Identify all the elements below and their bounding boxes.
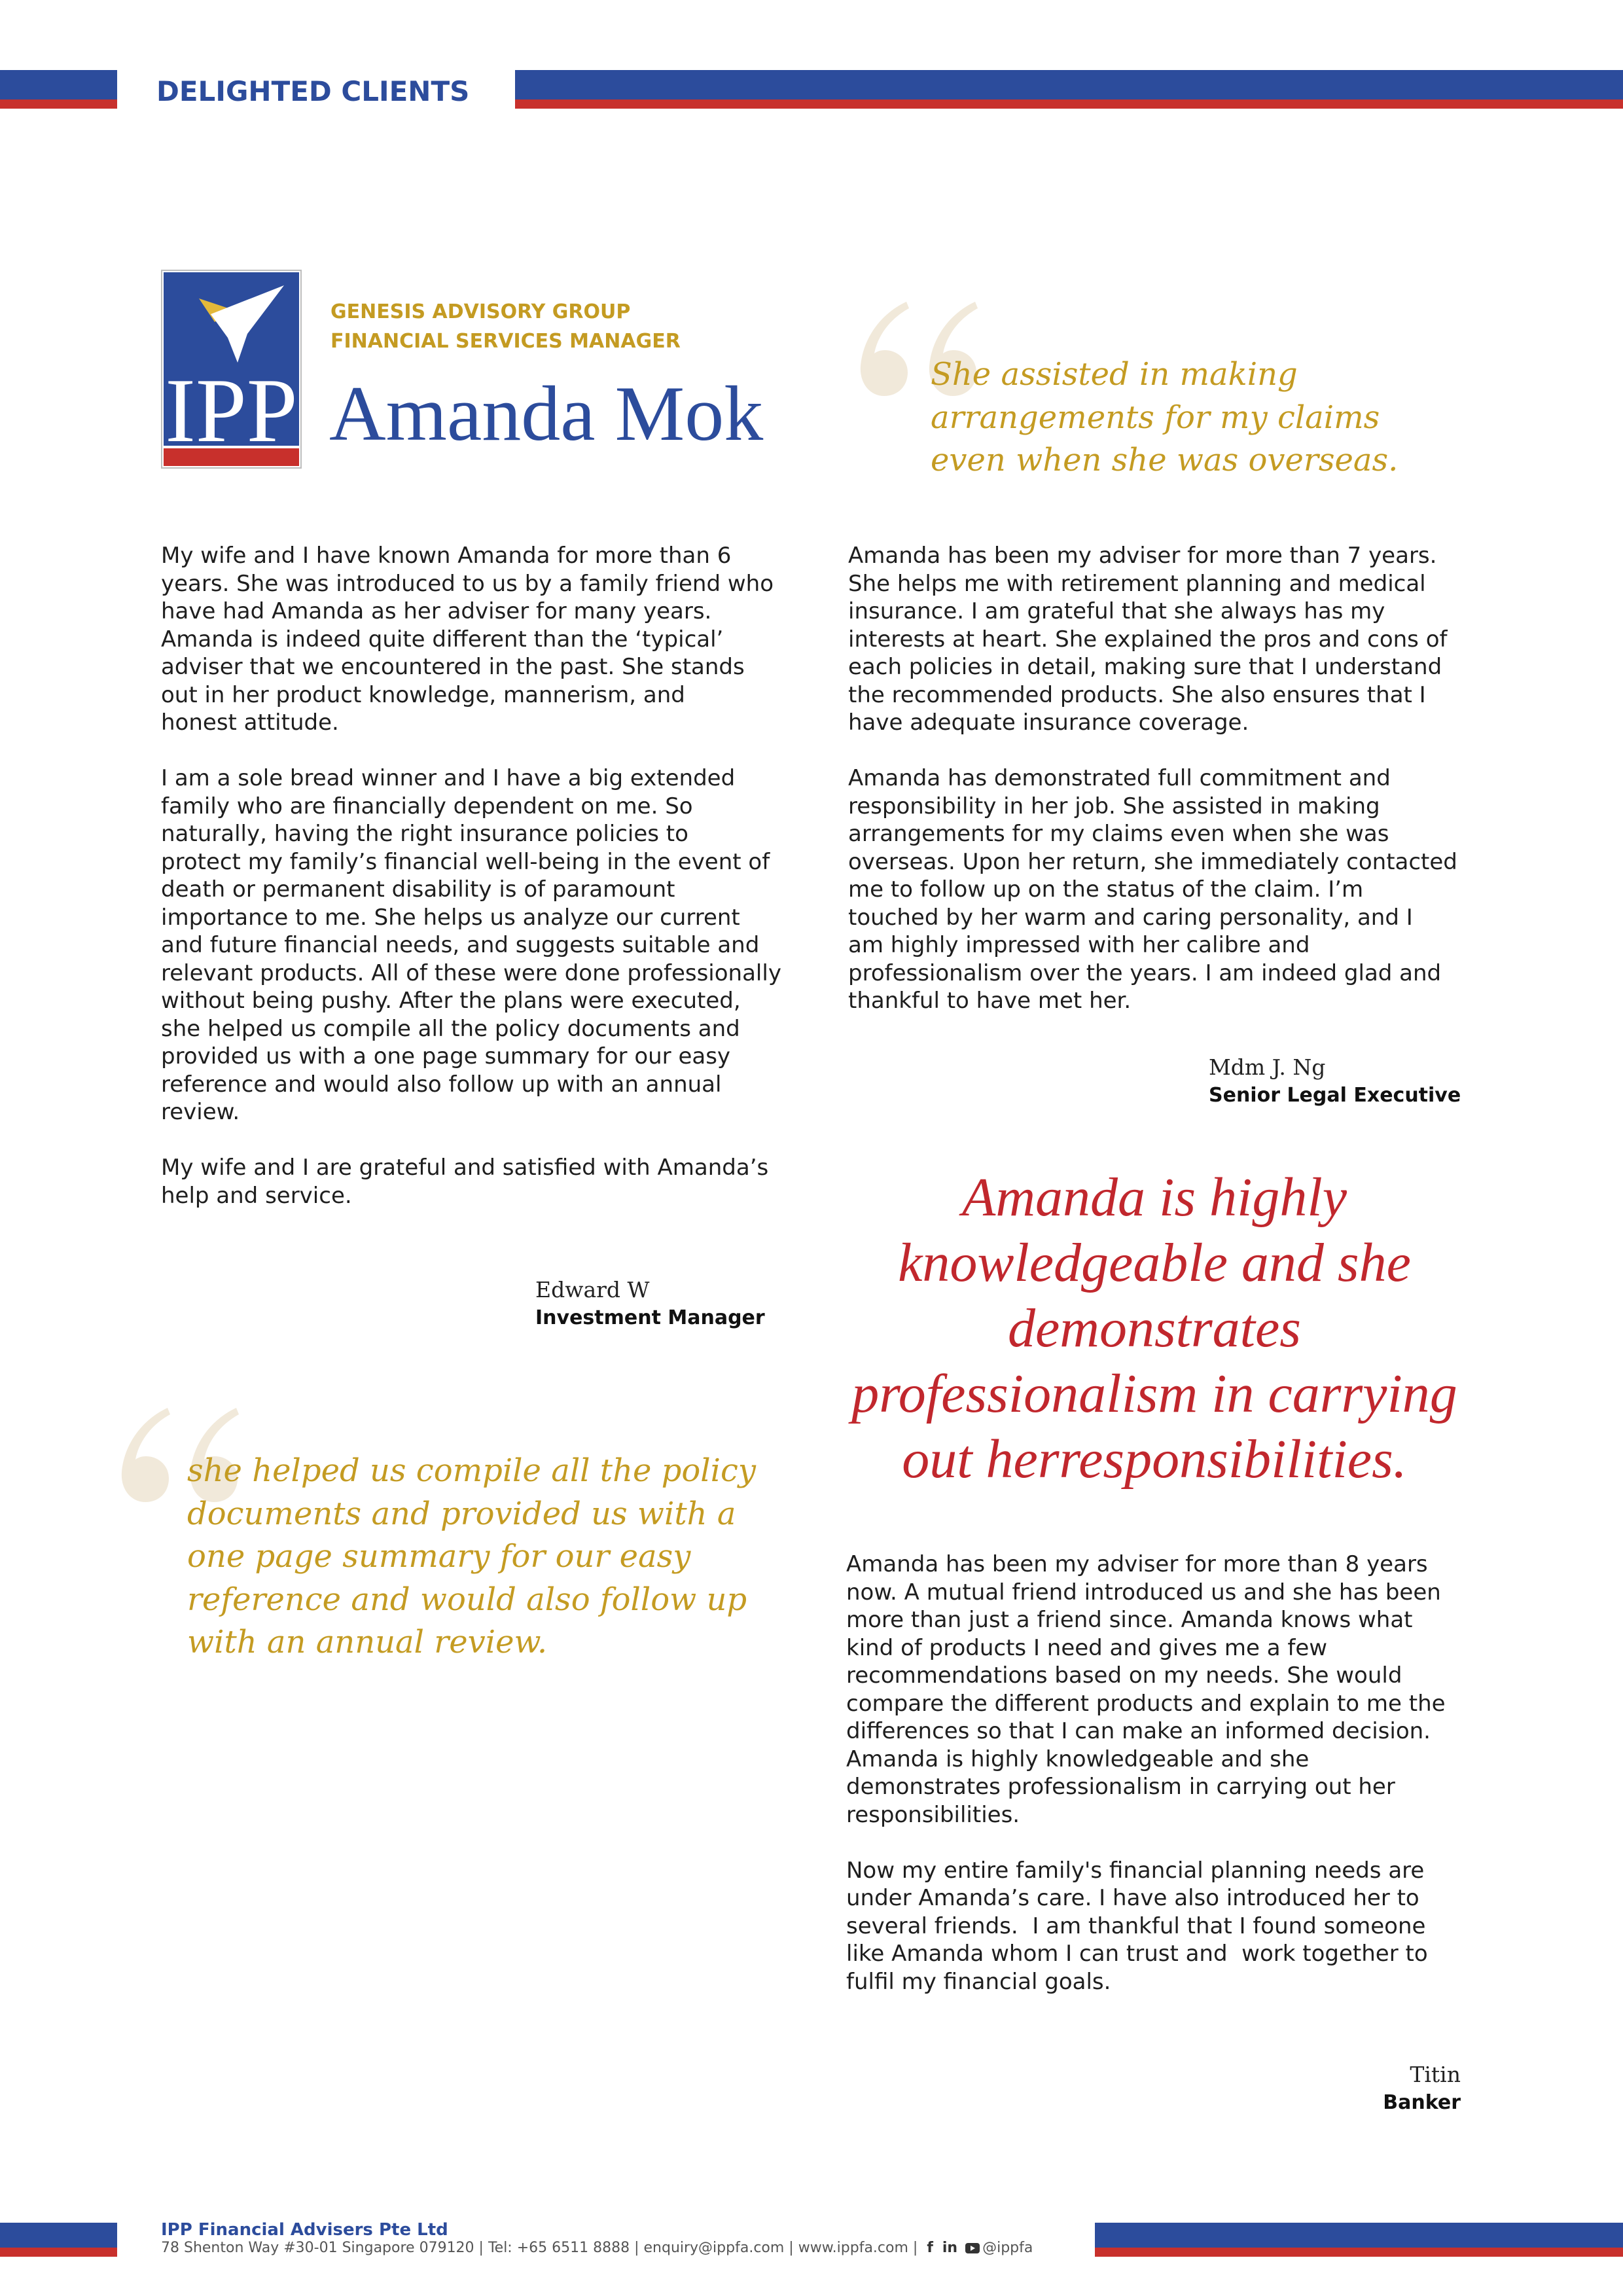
author-name: Mdm J. Ng [1209, 1054, 1326, 1080]
adviser-role: FINANCIAL SERVICES MANAGER [330, 330, 681, 353]
linkedin-icon: in [942, 2240, 958, 2256]
section-title: DELIGHTED CLIENTS [156, 75, 470, 107]
signature-titin [1383, 2061, 1461, 2117]
author-title: Banker [1383, 2090, 1461, 2114]
footer-company-name: IPP Financial Advisers Pte Ltd [161, 2220, 448, 2240]
author-title: Investment Manager [535, 1306, 765, 1329]
pull-quote-claims: She assisted in making arrangements for my claims even when she was overseas. [931, 356, 1399, 478]
signature-edward-w [535, 1276, 765, 1332]
social-handle: @ippfa [982, 2240, 1033, 2256]
footer-contact-line [161, 2240, 1033, 2257]
testimonial-edward-w [161, 542, 781, 1238]
ipp-bird-logo-icon [161, 270, 302, 469]
logo-text: IPP [165, 360, 298, 461]
adviser-name: Amanda Mok [329, 370, 764, 457]
adviser-heading [330, 297, 681, 356]
testimonial-paragraph: Now my entire family's financial planning needs are under Amanda’s care. I have also introduced her to several friends. I am thankful that I found someone like Amanda whom I can trust and work together to fulfil my financial goals. [846, 1857, 1428, 1995]
footer-bar-right [1095, 2223, 1623, 2257]
signature-mdm-j-ng [1209, 1054, 1461, 1109]
footer-bar-left [0, 2223, 117, 2257]
testimonial-paragraph: Amanda has been my adviser for more than 8 years now. A mutual friend introduced us and she has been more than just a friend since. Amanda knows what kind of products I need and gives me a few recommendations based on my needs. She would compare the different products and explain to me the differences so that I can make an informed decision. Amanda is highly knowledgeable and she demonstrates professionalism in carrying out her responsibilities. [846, 1551, 1446, 1828]
author-name: Titin [1410, 2062, 1461, 2087]
testimonial-paragraph: Amanda has demonstrated full commitment and responsibility in her job. She assisted in making arrangements for my claims even when she was overseas. Upon her return, she immediately contacted me to follow up on the status of the claim. I’m touched by her warm and caring personality, and I am highly impressed with her calibre and professionalism over the years. I am indeed glad and thankful to have met her. [848, 765, 1457, 1014]
header-bar-right [515, 70, 1623, 109]
youtube-icon [965, 2243, 980, 2253]
testimonial-paragraph: I am a sole bread winner and I have a big extended family who are financially dependent on me. So naturally, having the right insurance policies to protect my family’s financial well-being in the event of death or permanent disability is of paramount importance to me. She helps us analyze our current and future financial needs, and suggests suitable and relevant products. All of these were done professionally without being pushy. After the plans were executed, she helped us compile all the policy documents and provided us with a one page summary for our easy reference and would also follow up with an annual review. [161, 765, 781, 1125]
author-name: Edward W [535, 1277, 650, 1302]
testimonial-titin [846, 1551, 1446, 2024]
ipp-logo [161, 270, 302, 469]
author-title: Senior Legal Executive [1209, 1083, 1461, 1107]
testimonial-paragraph: Amanda has been my adviser for more than 7 years. She helps me with retirement planning and medical insurance. I am grateful that she always has my interests at heart. She explained the pros and cons of each policies in detail, making sure that I understand the recommended products. She also ensures that I have adequate insurance coverage. [848, 543, 1448, 736]
testimonial-paragraph: My wife and I are grateful and satisfied with Amanda’s help and service. [161, 1155, 769, 1209]
highlight-quote: Amanda is highly knowledgeable and she demonstrates professionalism in carrying out herresponsibilities. [851, 1167, 1457, 1490]
header-bar-left [0, 70, 117, 109]
testimonial-mdm-j-ng [848, 542, 1457, 1043]
adviser-group: GENESIS ADVISORY GROUP [330, 300, 631, 323]
pull-quote-summary: she helped us compile all the policy documents and provided us with a one page summary for our easy reference and would also follow up with an annual review. [187, 1452, 756, 1660]
facebook-icon: f [927, 2240, 933, 2256]
footer-contact-details: 78 Shenton Way #30-01 Singapore 079120 | Tel: +65 6511 8888 | enquiry@ippfa.com | www.ippfa.com | [161, 2240, 918, 2256]
testimonial-paragraph: My wife and I have known Amanda for more than 6 years. She was introduced to us by a family friend who have had Amanda as her adviser for many years. Amanda is indeed quite different than the ‘typical’ adviser that we encountered in the past. She stands out in her product knowledge, mannerism, and honest attitude. [161, 543, 774, 736]
